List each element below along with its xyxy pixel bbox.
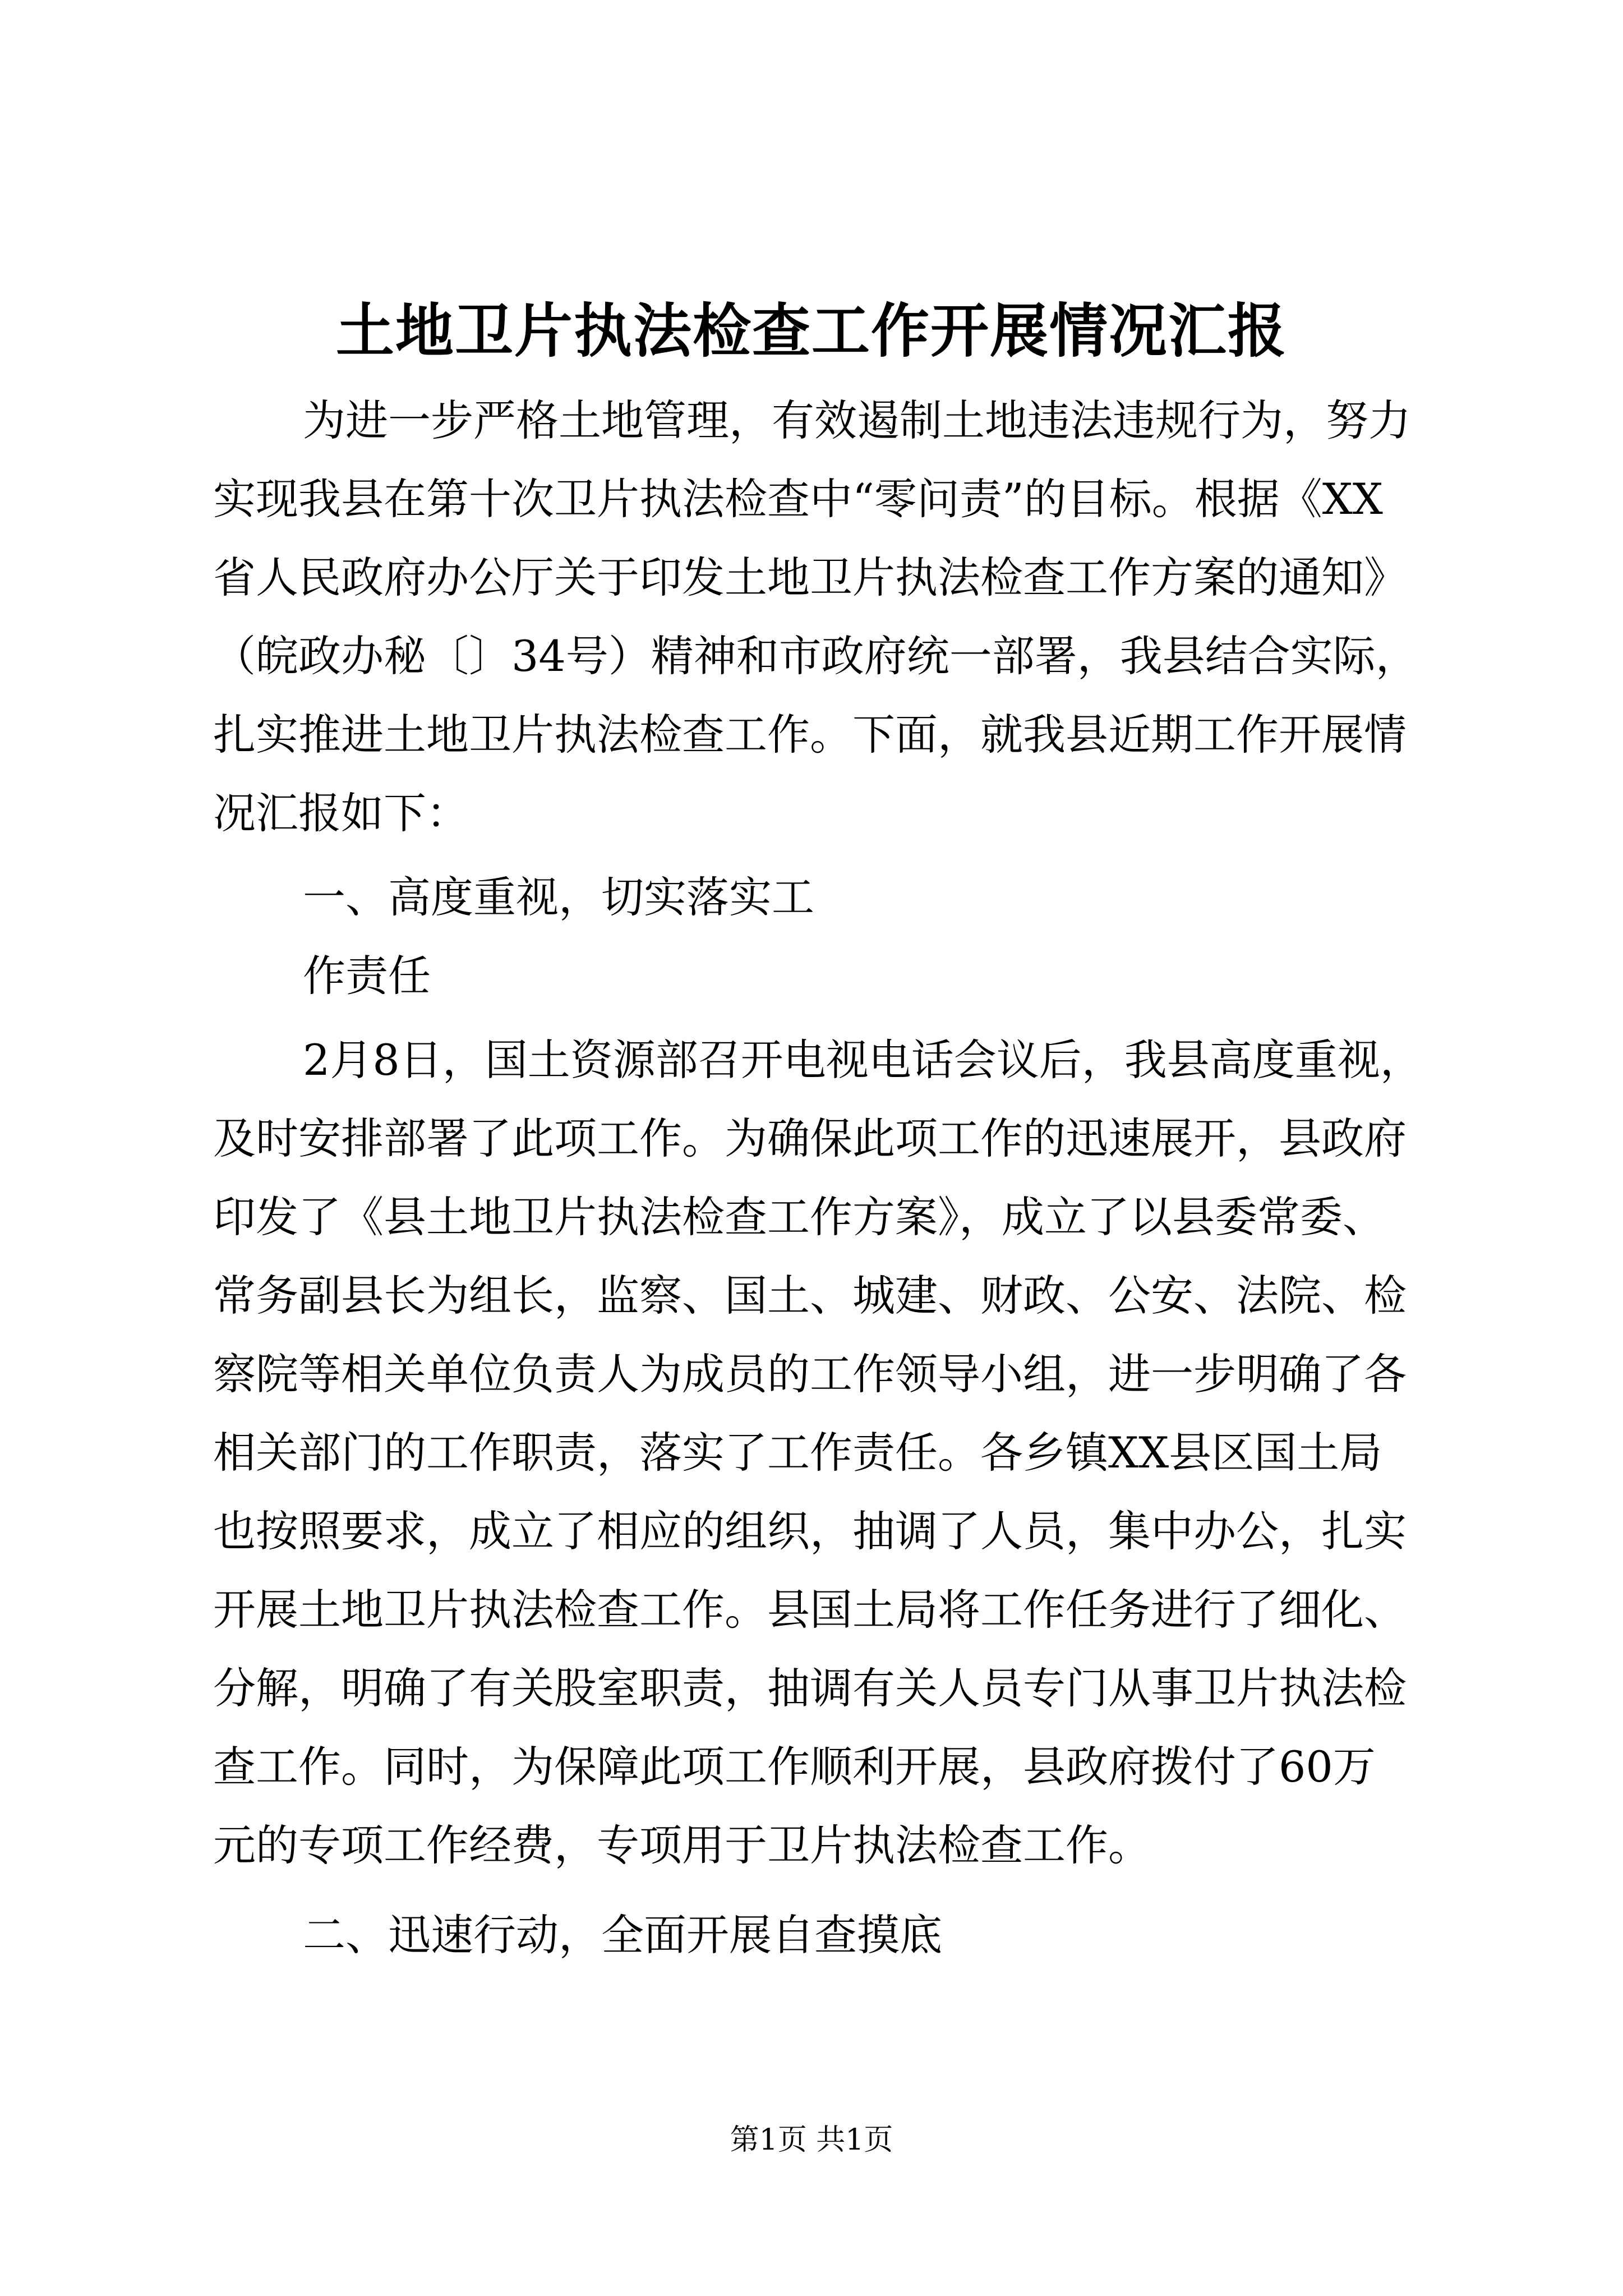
paragraph-line: 及时安排部署了此项工作。为确保此项工作的迅速展开，县政府 bbox=[213, 1114, 1407, 1163]
paragraph-line: 察院等相关单位负责人为成员的工作领导小组，进一步明确了各 bbox=[213, 1349, 1407, 1399]
paragraph-line: 元的专项工作经费，专项用于卫片执法检查工作。 bbox=[213, 1820, 1151, 1870]
document-title: 土地卫片执法检查工作开展情况汇报 bbox=[335, 296, 1287, 365]
paragraph-line: 开展土地卫片执法检查工作。县国土局将工作任务进行了细化、 bbox=[213, 1585, 1407, 1635]
page-footer: 第1页 共1页 bbox=[730, 2123, 893, 2157]
paragraph-line: 分解，明确了有关股室职责，抽调有关人员专门从事卫片执法检 bbox=[213, 1663, 1407, 1713]
section-heading-line: 作责任 bbox=[303, 951, 431, 1001]
paragraph-line: 省人民政府办公厅关于印发土地卫片执法检查工作方案的通知》 bbox=[213, 553, 1407, 602]
paragraph-line: 相关部门的工作职责，落实了工作责任。各乡镇XX县区国土局 bbox=[213, 1428, 1382, 1478]
section-heading-line: 一、高度重视，切实落实工 bbox=[303, 872, 814, 922]
paragraph-line: 实现我县在第十次卫片执法检查中“零问责”的目标。根据《XX bbox=[213, 474, 1383, 524]
paragraph-line: （皖政办秘〔〕34号）精神和市政府统一部署，我县结合实际， bbox=[213, 631, 1418, 681]
paragraph-line: 也按照要求，成立了相应的组织，抽调了人员，集中办公，扎实 bbox=[213, 1506, 1407, 1556]
section-heading-line: 二、迅速行动，全面开展自查摸底 bbox=[303, 1910, 942, 1960]
paragraph-line: 况汇报如下： bbox=[213, 788, 469, 838]
paragraph-line: 常务副县长为组长，监察、国土、城建、财政、公安、法院、检 bbox=[213, 1271, 1407, 1320]
paragraph-line: 查工作。同时，为保障此项工作顺利开展，县政府拨付了60万 bbox=[213, 1742, 1376, 1792]
paragraph-line: 2月8日，国土资源部召开电视电话会议后，我县高度重视， bbox=[303, 1035, 1423, 1085]
paragraph-line: 为进一步严格土地管理，有效遏制土地违法违规行为，努力 bbox=[303, 395, 1411, 445]
paragraph-line: 扎实推进土地卫片执法检查工作。下面，就我县近期工作开展情 bbox=[213, 710, 1407, 760]
paragraph-line: 印发了《县土地卫片执法检查工作方案》，成立了以县委常委、 bbox=[213, 1192, 1385, 1242]
